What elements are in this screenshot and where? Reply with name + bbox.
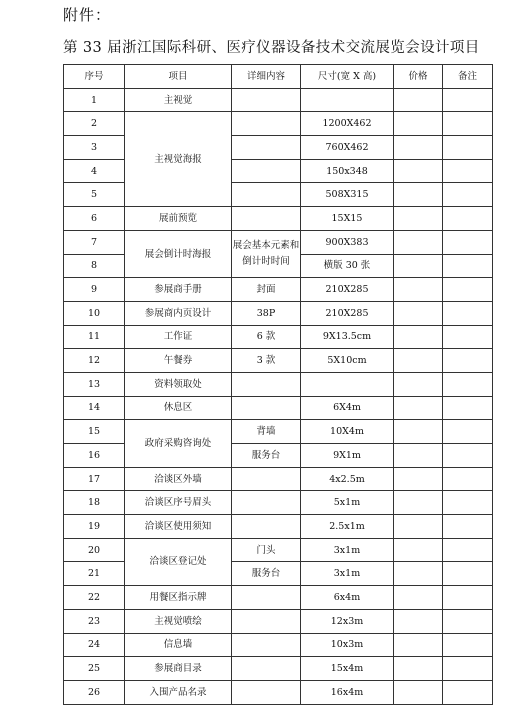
cell-size: 12x3m: [301, 609, 394, 633]
cell-detail: [232, 609, 301, 633]
cell-item: 政府采购咨询处: [125, 420, 232, 467]
cell-no: 11: [64, 325, 125, 349]
table-row: [64, 88, 493, 112]
cell-size: 2.5x1m: [301, 515, 394, 539]
cell-item: 入围产品名录: [125, 680, 232, 704]
cell-detail: [232, 183, 301, 207]
cell-price: [394, 136, 443, 160]
cell-detail: [232, 657, 301, 681]
cell-no: 24: [64, 633, 125, 657]
cell-price: [394, 254, 443, 278]
cell-size: 10x3m: [301, 633, 394, 657]
header-no: 序号: [64, 65, 125, 89]
cell-size: 15x4m: [301, 657, 394, 681]
cell-size: 16x4m: [301, 680, 394, 704]
cell-item: 工作证: [125, 325, 232, 349]
table-row: [64, 230, 493, 254]
cell-detail: 封面: [232, 278, 301, 302]
cell-note: [443, 586, 493, 610]
cell-note: [443, 633, 493, 657]
cell-detail: [232, 112, 301, 136]
cell-note: [443, 444, 493, 468]
cell-price: [394, 491, 443, 515]
cell-item: 资料领取处: [125, 372, 232, 396]
cell-detail: [232, 136, 301, 160]
cell-price: [394, 349, 443, 373]
table-row: [64, 609, 493, 633]
cell-item: 主视觉海报: [125, 112, 232, 207]
cell-item: 洽谈区外墙: [125, 467, 232, 491]
cell-detail: 3 款: [232, 349, 301, 373]
cell-no: 14: [64, 396, 125, 420]
cell-item: 午餐券: [125, 349, 232, 373]
cell-size: 6X4m: [301, 396, 394, 420]
cell-no: 25: [64, 657, 125, 681]
cell-price: [394, 88, 443, 112]
cell-size: 3x1m: [301, 538, 394, 562]
cell-no: 15: [64, 420, 125, 444]
table-row: [64, 278, 493, 302]
cell-price: [394, 562, 443, 586]
cell-no: 13: [64, 372, 125, 396]
cell-detail: 38P: [232, 301, 301, 325]
cell-price: [394, 183, 443, 207]
cell-no: 17: [64, 467, 125, 491]
cell-note: [443, 491, 493, 515]
cell-size: 6x4m: [301, 586, 394, 610]
cell-no: 9: [64, 278, 125, 302]
cell-size: 4x2.5m: [301, 467, 394, 491]
cell-item: 参展商目录: [125, 657, 232, 681]
cell-detail: 服务台: [232, 444, 301, 468]
cell-detail: 背墙: [232, 420, 301, 444]
cell-item: 参展商手册: [125, 278, 232, 302]
cell-no: 18: [64, 491, 125, 515]
table-row: [64, 467, 493, 491]
cell-note: [443, 112, 493, 136]
cell-detail: [232, 396, 301, 420]
cell-detail: [232, 586, 301, 610]
cell-size: [301, 372, 394, 396]
cell-note: [443, 278, 493, 302]
table-row: [64, 301, 493, 325]
cell-detail: 服务台: [232, 562, 301, 586]
cell-price: [394, 420, 443, 444]
cell-no: 21: [64, 562, 125, 586]
cell-size: 10X4m: [301, 420, 394, 444]
cell-no: 23: [64, 609, 125, 633]
cell-note: [443, 88, 493, 112]
cell-size: 9X1m: [301, 444, 394, 468]
cell-item: 洽谈区登记处: [125, 538, 232, 585]
cell-size: 210X285: [301, 301, 394, 325]
cell-no: 16: [64, 444, 125, 468]
cell-price: [394, 301, 443, 325]
cell-price: [394, 657, 443, 681]
cell-note: [443, 301, 493, 325]
cell-size: 横版 30 张: [301, 254, 394, 278]
cell-no: 8: [64, 254, 125, 278]
cell-no: 26: [64, 680, 125, 704]
cell-no: 4: [64, 159, 125, 183]
attachment-label: 附件：: [63, 6, 112, 24]
cell-detail: [232, 88, 301, 112]
cell-detail: [232, 491, 301, 515]
cell-price: [394, 515, 443, 539]
cell-no: 7: [64, 230, 125, 254]
cell-size: 3x1m: [301, 562, 394, 586]
cell-price: [394, 586, 443, 610]
cell-note: [443, 230, 493, 254]
cell-note: [443, 136, 493, 160]
cell-no: 6: [64, 207, 125, 231]
cell-note: [443, 538, 493, 562]
cell-price: [394, 372, 443, 396]
cell-item: 主视觉喷绘: [125, 609, 232, 633]
cell-price: [394, 444, 443, 468]
cell-size: 150x348: [301, 159, 394, 183]
table-row: [64, 396, 493, 420]
cell-price: [394, 278, 443, 302]
cell-note: [443, 183, 493, 207]
cell-item: 展会倒计时海报: [125, 230, 232, 277]
cell-note: [443, 325, 493, 349]
cell-price: [394, 207, 443, 231]
cell-detail: 展会基本元素和倒计时时间: [232, 230, 301, 277]
cell-detail: [232, 372, 301, 396]
cell-item: 主视觉: [125, 88, 232, 112]
table-row: [64, 349, 493, 373]
cell-item: 用餐区指示牌: [125, 586, 232, 610]
cell-item: 参展商内页设计: [125, 301, 232, 325]
table-row: [64, 538, 493, 562]
table-row: [64, 491, 493, 515]
cell-item: 信息墙: [125, 633, 232, 657]
cell-size: 508X315: [301, 183, 394, 207]
table-row: [64, 657, 493, 681]
cell-detail: [232, 633, 301, 657]
header-item: 项目: [125, 65, 232, 89]
table-row: [64, 420, 493, 444]
cell-no: 20: [64, 538, 125, 562]
cell-price: [394, 467, 443, 491]
table-row: [64, 586, 493, 610]
cell-detail: [232, 515, 301, 539]
table-row: [64, 207, 493, 231]
cell-no: 3: [64, 136, 125, 160]
cell-no: 12: [64, 349, 125, 373]
cell-detail: [232, 680, 301, 704]
cell-note: [443, 372, 493, 396]
cell-price: [394, 112, 443, 136]
cell-note: [443, 420, 493, 444]
cell-price: [394, 609, 443, 633]
cell-price: [394, 396, 443, 420]
cell-note: [443, 159, 493, 183]
cell-detail: [232, 467, 301, 491]
cell-size: [301, 88, 394, 112]
cell-price: [394, 633, 443, 657]
cell-note: [443, 562, 493, 586]
cell-no: 2: [64, 112, 125, 136]
cell-item: 洽谈区使用须知: [125, 515, 232, 539]
header-note: 备注: [443, 65, 493, 89]
cell-item: 洽谈区序号眉头: [125, 491, 232, 515]
cell-detail: [232, 159, 301, 183]
cell-note: [443, 207, 493, 231]
document-title: 第 33 届浙江国际科研、医疗仪器设备技术交流展览会设计项目: [63, 40, 480, 56]
cell-no: 10: [64, 301, 125, 325]
table-row: [64, 680, 493, 704]
cell-note: [443, 396, 493, 420]
cell-detail: 门头: [232, 538, 301, 562]
header-price: 价格: [394, 65, 443, 89]
cell-size: 760X462: [301, 136, 394, 160]
cell-size: 1200X462: [301, 112, 394, 136]
cell-price: [394, 325, 443, 349]
cell-price: [394, 159, 443, 183]
cell-item: 展前预览: [125, 207, 232, 231]
cell-note: [443, 609, 493, 633]
cell-price: [394, 680, 443, 704]
table-row: [64, 112, 493, 136]
table-row: [64, 515, 493, 539]
cell-detail: 6 款: [232, 325, 301, 349]
cell-size: 15X15: [301, 207, 394, 231]
cell-no: 19: [64, 515, 125, 539]
cell-no: 1: [64, 88, 125, 112]
cell-size: 900X383: [301, 230, 394, 254]
table-row: [64, 372, 493, 396]
cell-note: [443, 515, 493, 539]
cell-size: 5X10cm: [301, 349, 394, 373]
cell-no: 5: [64, 183, 125, 207]
cell-size: 5x1m: [301, 491, 394, 515]
header-detail: 详细内容: [232, 65, 301, 89]
table-row: [64, 325, 493, 349]
design-items-table: [63, 64, 493, 705]
cell-detail: [232, 207, 301, 231]
cell-note: [443, 254, 493, 278]
cell-note: [443, 349, 493, 373]
cell-no: 22: [64, 586, 125, 610]
table-row: [64, 633, 493, 657]
cell-note: [443, 680, 493, 704]
header-size: 尺寸(宽 X 高): [301, 65, 394, 89]
cell-note: [443, 657, 493, 681]
cell-price: [394, 538, 443, 562]
cell-item: 休息区: [125, 396, 232, 420]
table-header-row: [64, 65, 493, 89]
cell-size: 9X13.5cm: [301, 325, 394, 349]
cell-note: [443, 467, 493, 491]
cell-size: 210X285: [301, 278, 394, 302]
cell-price: [394, 230, 443, 254]
